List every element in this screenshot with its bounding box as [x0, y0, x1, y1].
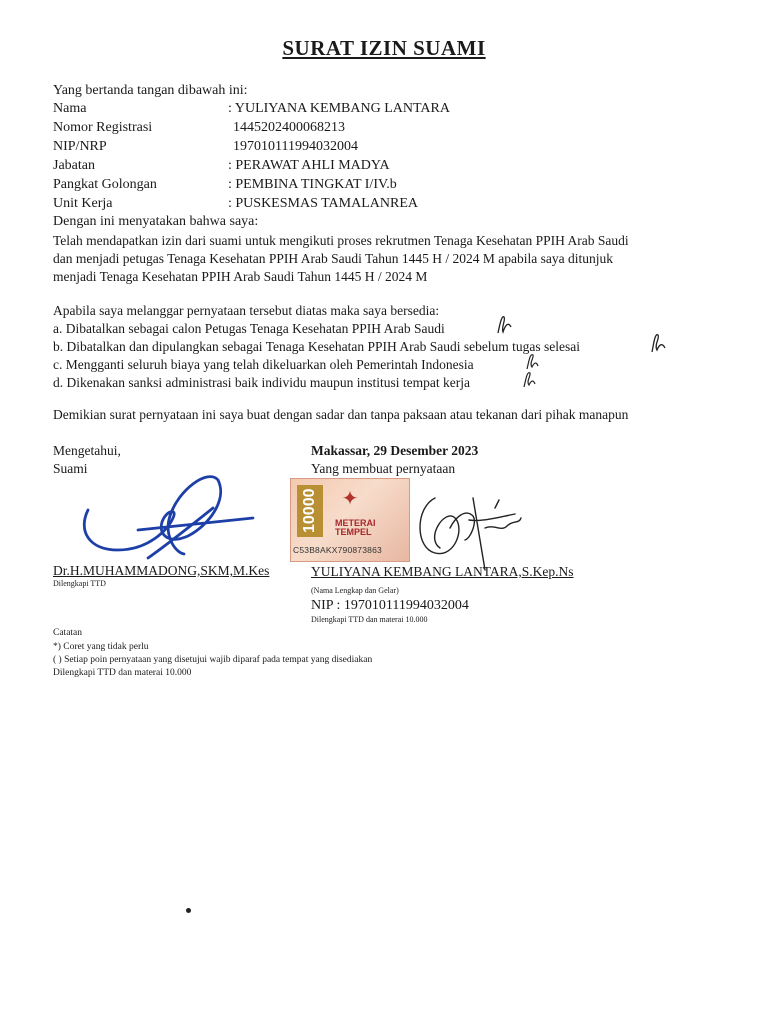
condition-a: a. Dibatalkan sebagai calon Petugas Tenaga Kesehatan PPIH Arab Saudi [53, 321, 445, 336]
declare-intro: Dengan ini menyatakan bahwa saya: [53, 214, 259, 229]
declarant-name: YULIYANA KEMBANG LANTARA,S.Kep.Ns [311, 564, 574, 579]
declarant-nip-note: Dilengkapi TTD dan materai 10.000 [311, 615, 428, 624]
intro-text: Yang bertanda tangan dibawah ini: [53, 83, 248, 98]
violation-intro: Apabila saya melanggar pernyataan tersebut diatas maka saya bersedia: [53, 303, 440, 318]
declarant-name-note: (Nama Lengkap dan Gelar) [311, 586, 399, 595]
stamp-serial: C53B8AKX790873863 [293, 545, 382, 555]
right-sign-role: Yang membuat pernyataan [311, 461, 456, 476]
condition-d: d. Dikenakan sanksi administrasi baik individu maupun institusi tempat kerja [53, 375, 470, 390]
paraf-a-icon [495, 313, 515, 337]
note-line: Dilengkapi TTD dan materai 10.000 [53, 668, 192, 678]
meterai-stamp [290, 478, 410, 562]
field-value-nomor-registrasi: 1445202400068213 [233, 120, 345, 135]
field-value-nama: : YULIYANA KEMBANG LANTARA [228, 101, 450, 116]
notes-heading: Catatan [53, 628, 83, 638]
paraf-d-icon [521, 368, 537, 390]
field-value-pangkat: : PEMBINA TINGKAT I/IV.b [228, 177, 397, 192]
statement-line: Telah mendapatkan izin dari suami untuk mengikuti proses rekrutmen Tenaga Kesehatan PPIH Arab Saudi [53, 233, 629, 248]
statement-line: menjadi Tenaga Kesehatan PPIH Arab Saudi Tahun 1445 H / 2024 M [53, 269, 428, 284]
note-line: ( ) Setiap poin pernyataan yang disetujui wajib diparaf pada tempat yang disediakan [53, 655, 373, 665]
left-sign-heading: Mengetahui, [53, 443, 121, 458]
field-value-unit-kerja: : PUSKESMAS TAMALANREA [228, 196, 418, 211]
declarant-nip: NIP : 197010111994032004 [311, 598, 469, 613]
field-label-nama: Nama [53, 101, 87, 116]
garuda-emblem-icon: ✦ [341, 488, 359, 510]
stamp-value: 10000 [297, 485, 323, 537]
husband-signature-icon [78, 470, 258, 565]
stamp-label-tempel: TEMPEL [335, 527, 372, 537]
place-date: Makassar, 29 Desember 2023 [311, 443, 479, 458]
statement-line: dan menjadi petugas Tenaga Kesehatan PPIH Arab Saudi Tahun 1445 H / 2024 M apabila saya ditunjuk [53, 251, 613, 266]
husband-name: Dr.H.MUHAMMADONG,SKM,M.Kes [53, 563, 270, 578]
scan-speck [186, 908, 191, 913]
document-title: SURAT IZIN SUAMI [282, 36, 486, 60]
field-label-nomor-registrasi: Nomor Registrasi [53, 120, 153, 135]
field-label-pangkat: Pangkat Golongan [53, 177, 157, 192]
field-label-nip: NIP/NRP [53, 139, 107, 154]
stamp-label-meterai: METERAI [335, 518, 376, 528]
husband-note: Dilengkapi TTD [53, 579, 106, 588]
paraf-b-icon [648, 330, 668, 356]
note-line: *) Coret yang tidak perlu [53, 642, 149, 652]
condition-c: c. Mengganti seluruh biaya yang telah dikeluarkan oleh Pemerintah Indonesia [53, 357, 474, 372]
condition-b: b. Dibatalkan dan dipulangkan sebagai Tenaga Kesehatan PPIH Arab Saudi sebelum tugas selesai [53, 339, 581, 354]
closing-statement: Demikian surat pernyataan ini saya buat dengan sadar dan tanpa paksaan atau tekanan dari pihak manapun [53, 407, 629, 422]
field-value-jabatan: : PERAWAT AHLI MADYA [228, 158, 390, 173]
field-value-nip: 197010111994032004 [233, 139, 358, 154]
field-label-jabatan: Jabatan [53, 158, 95, 173]
left-sign-role: Suami [53, 461, 88, 476]
declarant-signature-icon [395, 478, 525, 573]
stamp-label [335, 519, 376, 537]
field-label-unit-kerja: Unit Kerja [53, 196, 113, 211]
